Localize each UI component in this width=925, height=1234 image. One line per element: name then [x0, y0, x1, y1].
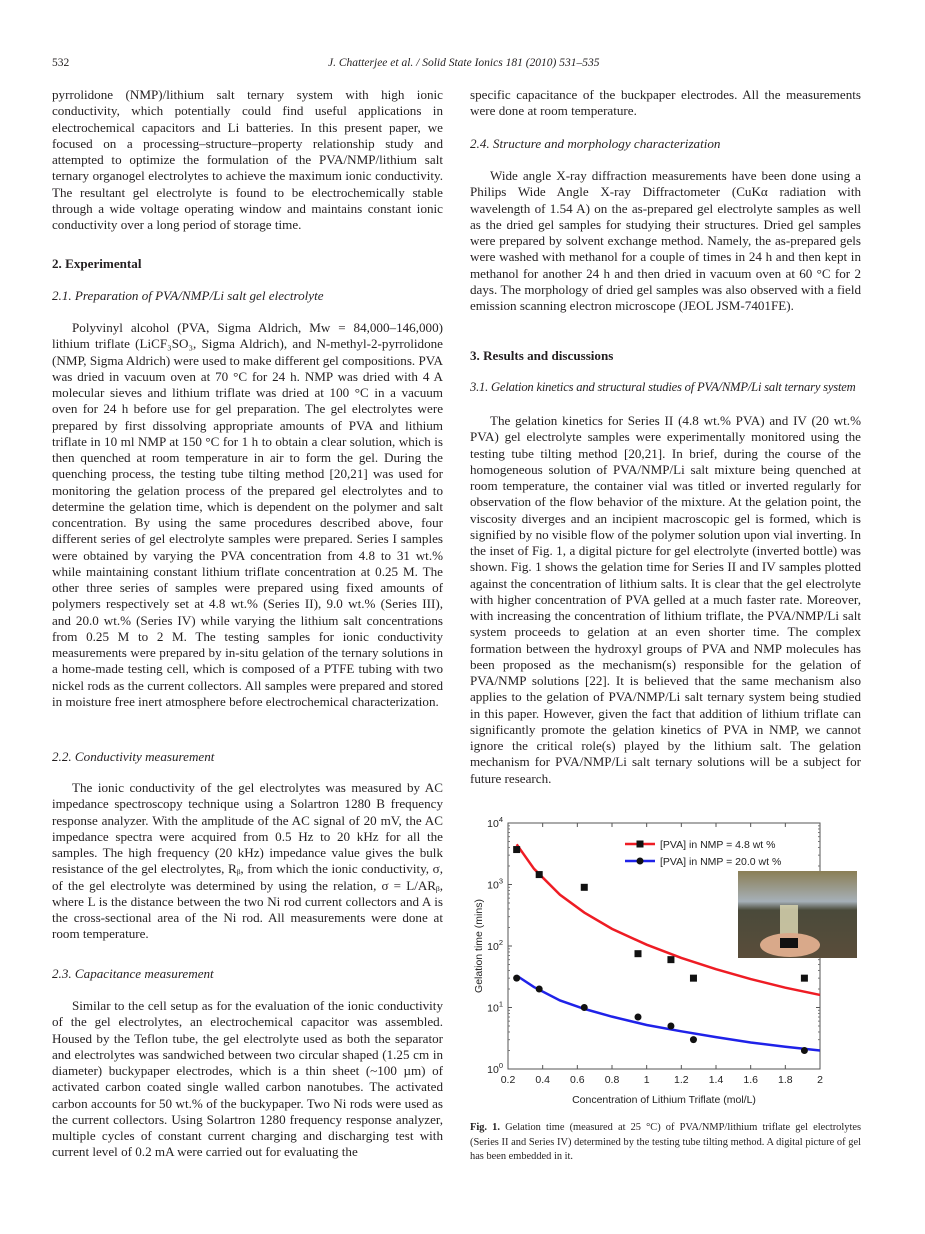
subsection-heading: 3.1. Gelation kinetics and structural studies of PVA/NMP/Li salt ternary system — [470, 380, 856, 394]
vial-cap-icon — [780, 938, 798, 948]
section-heading: 2. Experimental — [52, 256, 142, 271]
paragraph: Wide angle X-ray diffraction measurements have been done using a Philips Wide Angle X-ray Diffractometer (CuKα radiation with wavelength of 1.54 A) on the as-prepared gel electrolyte samples as well as the dried gel samples for studying their structures. Dried gel samples were prepared by solvent exchange method. Namely, the as-prepared gels were washed with methanol for a couple of times in 24 h and then kept in methanol for another 24 h and then dried in vacuum oven at 60 °C for 2 days. The morphology of dried gel samples was also observed with a field emission scanning electron microscope (JEOL JSM-7401FE). — [470, 168, 861, 313]
figure-caption — [470, 1121, 861, 1165]
data-point-circle — [667, 1023, 674, 1030]
subsection-heading: 2.3. Capacitance measurement — [52, 966, 214, 981]
y-tick-label: $10^2$ — [487, 938, 503, 953]
data-point-circle — [581, 1004, 588, 1011]
paragraph: pyrrolidone (NMP)/lithium salt ternary system with high ionic conductivity, which potentially could find useful applications in electrochemical capacitors and Li batteries. In this present paper, we focused on a processing–structure–property relationship study and attempted to optimize the formulation of the PVA/NMP/lithium salt ternary organogel electrolytes to achieve the maximum ionic conductivity. The resultant gel electrolyte is found to be electrochemically stable through a wide voltage operating window and maintains constant ionic conductivity over a long period of storage time. — [52, 87, 443, 232]
data-point-square — [667, 956, 674, 963]
y-tick-label: $10^3$ — [487, 876, 503, 892]
legend-marker — [637, 858, 644, 865]
section-heading: 3. Results and discussions — [470, 348, 614, 363]
page-number: 532 — [52, 57, 70, 69]
x-tick-label: 1.4 — [708, 1074, 724, 1086]
data-point-circle — [801, 1047, 808, 1054]
x-tick-label: 0.4 — [535, 1074, 550, 1086]
y-tick-label: $10^0$ — [487, 1061, 503, 1076]
paragraph: The gelation kinetics for Series II (4.8 wt.% PVA) and IV (20 wt.% PVA) gel electrolyte samples were experimentally monitored using the testing tube tilting method [20,21]. In brief, during the course of the homogeneous solution of PVA/NMP/Li salt mixture being quenched at room temperature, the container vial was titled or inverted regularly for observation of the flow behavior of the mixture. At the gelation point, the viscosity diverges and an incipient macroscopic gel is formed, which is signified by no visible flow of the polymer solution upon vial inverting. In the inset of Fig. 1, a digital picture for gel electrolyte (inverted bottle) was shown. Fig. 1 shows the gelation time for Series II and IV samples plotted against the concentration of lithium salts. It is clear that the gel electrolyte with higher concentration of PVA gelled at a much faster rate. Moreover, with increasing the concentration of lithium triflate, the PVA/NMP/Li salt system proceeds to gelation at an even shorter time. The complex formation between the hydroxyl groups of PVA and NMP molecules has been proposed as the mechanism(s) responsible for the gelation of PVA/NMP solutions [22]. It is believed that the same mechanism also applies to the gelation of PVA/NMP/Li salt ternary system being studied in this paper. However, given the fact that addition of lithium triflate can significantly promote the gelation kinetics of PVA in NMP, we cannot ignore the critical role(s) played by the lithium salt. The gelation mechanism for PVA/NMP/Li salt ternary solutions will be a subject for future research. — [470, 413, 861, 786]
x-tick-label: 2 — [817, 1074, 823, 1086]
data-point-circle — [635, 1014, 642, 1021]
structure-paragraph — [470, 168, 861, 314]
running-title: J. Chatterjee et al. / Solid State Ionics 181 (2010) 531–535 — [328, 57, 600, 69]
paragraph: Polyvinyl alcohol (PVA, Sigma Aldrich, Mᴡ = 84,000–146,000) lithium triflate (LiCF₃SO₃, Sigma Aldrich), and N-methyl-2-pyrrolidone (NMP, Sigma Aldrich) were used to make different gel compositions. PVA was dried in vacuum oven at 70 °C for 24 h. NMP was dried with 4 A molecular sieves and lithium triflate was dried at 100 °C in a vacuum oven for 24 h before use for gel preparation. The gel electrolytes were prepared by first dissolving appropriate amounts of PVA and lithium triflate in 10 ml NMP at 150 °C for 1 h to obtain a clear solution, which is then quenched at room temperature in air to form the gel. During the quenching process, the testing tube tilting method [20,21] was used for monitoring the gelation process of the prepared gel electrolytes and to determine the gelation time, which is dependent on the polymer and salt concentration. By using the same procedures described above, four different series of gel electrolyte samples were prepared. Series I samples were obtained by varying the PVA concentration from 4.8 to 31 wt.% while maintaining constant lithium triflate concentration at 0.25 M. The other three series of samples were prepared using fixed amounts of polymers respectively set at 4.8 wt.% (Series II), 9.0 wt.% (Series III), and 20.0 wt.% (Series IV) while varying the lithium salt concentrations from 0.25 M to 2 M. The testing samples for ionic conductivity measurements were prepared by in-situ gelation of the ternary solutions in a home-made testing cell, which is composed of a PTFE tubing with two nickel rods as the current collectors. All samples were prepared and stored in moisture free inert atmosphere before electrochemical characterization. — [52, 320, 443, 709]
data-point-circle — [690, 1036, 697, 1043]
caption-text: Gelation time (measured at 25 °C) of PVA/NMP/lithium triflate gel electrolytes (Series II and Series IV) determined by the testing tube tilting method. A digital picture of gel has been embedded in it. — [470, 1122, 861, 1162]
data-point-square — [513, 846, 520, 853]
data-point-square — [690, 975, 697, 982]
capacitance-paragraph — [52, 998, 443, 1161]
fit-curve — [517, 976, 820, 1051]
x-tick-label: 1.2 — [674, 1074, 689, 1086]
y-tick-label: $10^1$ — [487, 999, 503, 1015]
data-point-square — [635, 950, 642, 957]
paragraph: The ionic conductivity of the gel electrolytes was measured by AC impedance spectroscopy technique using a Solartron 1280 B frequency response analyzer. With the amplitude of the AC signal of 20 mV, the AC impedance spectra were acquired from 0.5 Hz to 20 kHz for all the samples. The high frequency (20 kHz) impedance value gives the bulk resistance of the gel electrolytes, Rᵦ, from which the ionic conductivity, σ, of the gel electrolyte was determined by using the relation, σ = L/ARᵦ, where L is the distance between the two Ni rod current collectors and A is the cross-sectional area of the Ni rod. All measurements were done at room temperature. — [52, 780, 443, 942]
data-point-square — [581, 884, 588, 891]
conductivity-paragraph — [52, 780, 443, 943]
legend-marker — [637, 841, 644, 848]
preparation-paragraph — [52, 320, 443, 710]
gelation-paragraph — [470, 413, 861, 787]
data-point-circle — [513, 975, 520, 982]
y-tick-label: $10^4$ — [487, 815, 503, 830]
x-axis-label: Concentration of Lithium Triflate (mol/L) — [572, 1094, 756, 1106]
x-tick-label: 0.6 — [570, 1074, 585, 1086]
intro-paragraph — [52, 87, 443, 233]
legend-label: [PVA] in NMP = 20.0 wt % — [660, 856, 782, 868]
x-tick-label: 0.2 — [500, 1074, 516, 1086]
caption-label: Fig. 1. — [470, 1122, 500, 1133]
x-tick-label: 1.8 — [778, 1074, 793, 1086]
data-point-square — [536, 871, 543, 878]
subsection-heading: 2.4. Structure and morphology characterization — [470, 136, 721, 151]
data-point-square — [801, 975, 808, 982]
continued-paragraph — [470, 87, 861, 120]
x-tick-label: 0.8 — [604, 1074, 620, 1086]
y-axis-label: Gelation time (mins) — [473, 899, 485, 993]
subsection-heading: 2.2. Conductivity measurement — [52, 749, 215, 764]
legend-label: [PVA] in NMP = 4.8 wt % — [660, 839, 776, 851]
gelation-time-chart — [470, 810, 870, 1110]
x-tick-label: 1 — [643, 1074, 650, 1086]
paragraph: specific capacitance of the buckpaper electrodes. All the measurements were done at room temperature. — [470, 87, 861, 119]
data-point-circle — [536, 985, 543, 992]
x-tick-label: 1.6 — [743, 1074, 758, 1086]
subsection-heading: 2.1. Preparation of PVA/NMP/Li salt gel electrolyte — [52, 288, 324, 303]
paragraph: Similar to the cell setup as for the evaluation of the ionic conductivity of the gel electrolytes, an electrochemical capacitor was assembled. Housed by the Teflon tube, the gel electrolyte used as both the separator and electrolytes was sandwiched between two circular shaped (1.25 cm in diameter) buckypaper electrodes, which is a thin sheet (~100 µm) of activated carbon coated single walled carbon nanotubes. The activated carbon accounts for 50 wt.% of the buckypaper. Two Ni rods were used as the current collectors. Using Solartron 1280 frequency response analyzer, multiple cycles of constant current charging and discharging test with current level of 0.2 mA were carried out for evaluating the — [52, 998, 443, 1160]
